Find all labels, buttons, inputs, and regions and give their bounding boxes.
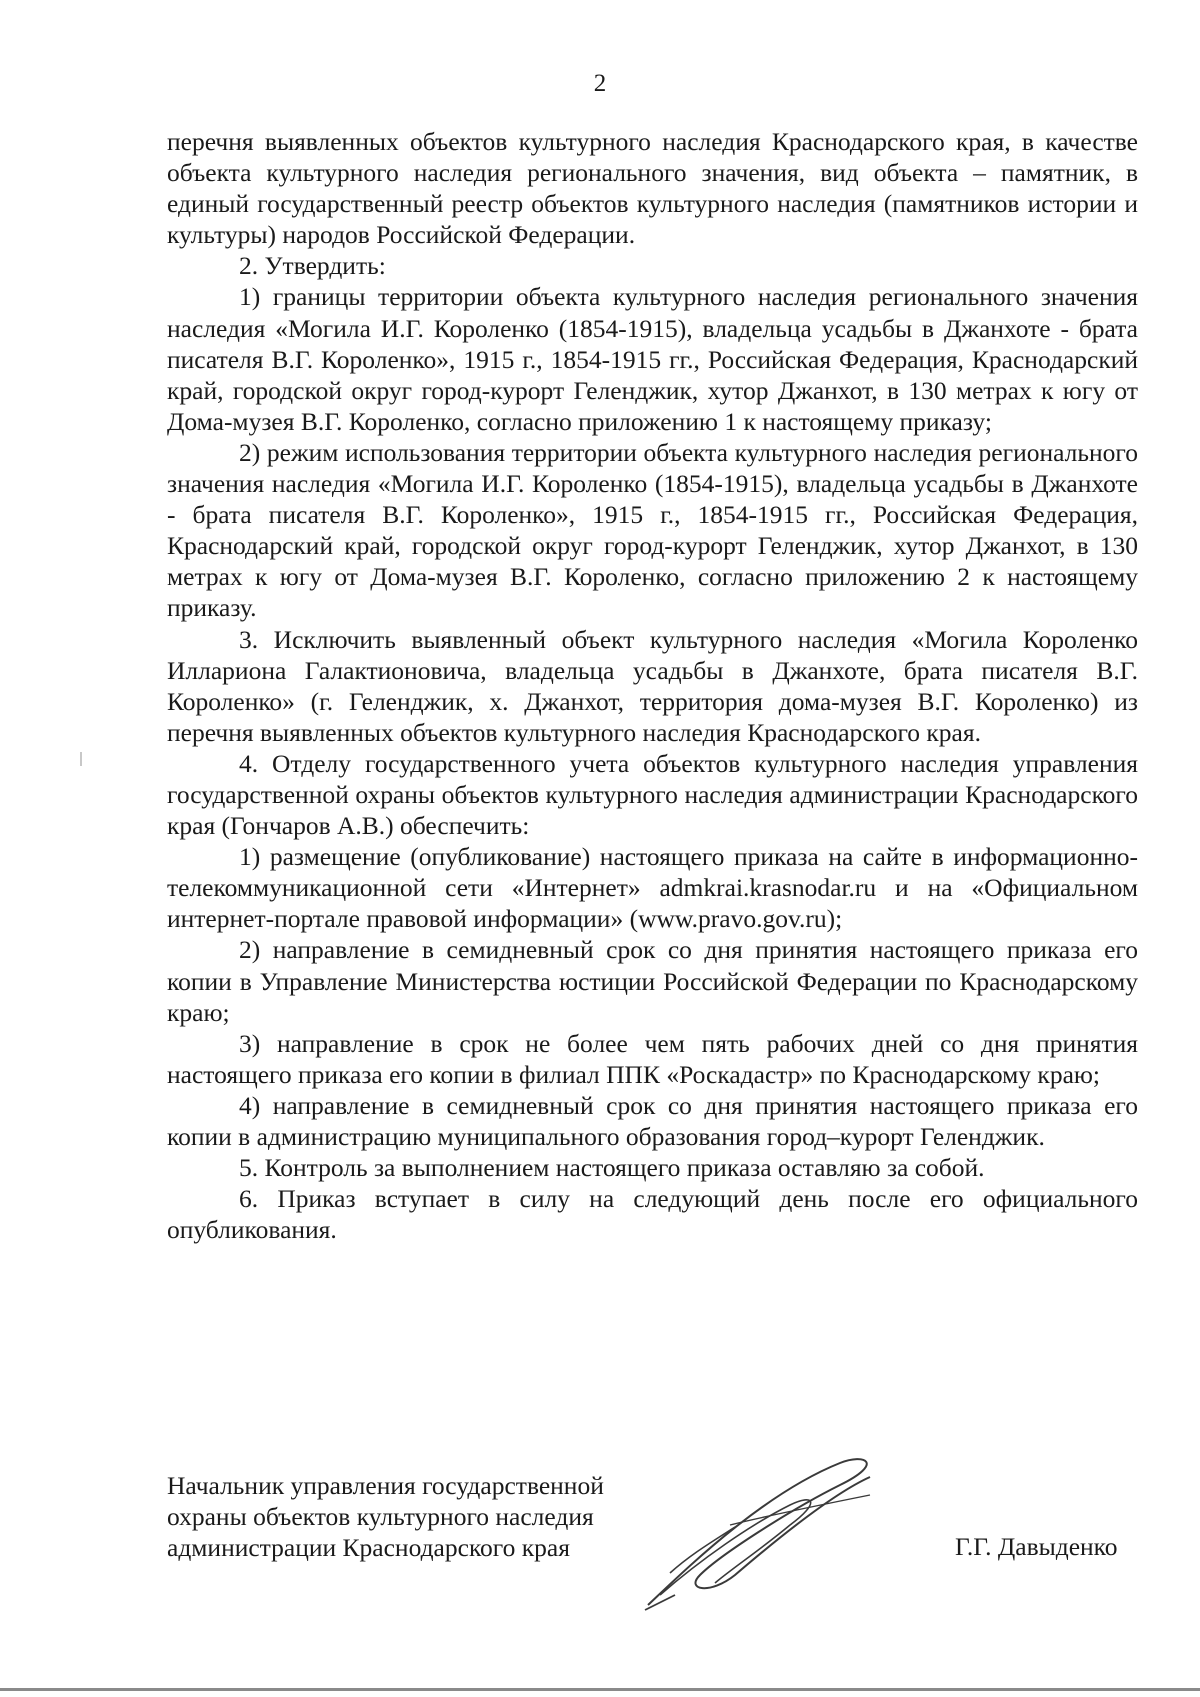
signatory-name: Г.Г. Давыденко bbox=[955, 1532, 1118, 1561]
paragraph-item-2-1: 1) границы территории объекта культурного наследия регионального значения наследия «Могила И.Г. Короленко (1854-1915), владельца усадьбы в Джанхоте - брата писателя В.Г. Короленко», 1915 г., 1854-1915 гг., Российская Федерация, Краснодарский край, городской округ город-курорт Геленджик, хутор Джанхот, в 130 метрах к югу от Дома-музея В.Г. Короленко, согласно приложению 1 к настоящему приказу; bbox=[167, 282, 1138, 436]
handwritten-signature-icon bbox=[640, 1455, 900, 1615]
paragraph-item-4-1: 1) размещение (опубликование) настоящего приказа на сайте в информационно-телекоммуникационной сети «Интернет» admkrai.krasnodar.ru и на «Официальном интернет-портале правовой информации» (www.pravo.gov.ru); bbox=[167, 842, 1138, 934]
paragraph-item-4-3: 3) направление в срок не более чем пять рабочих дней со дня принятия настоящего приказа его копии в филиал ППК «Роскадастр» по Краснодарскому краю; bbox=[167, 1028, 1138, 1089]
paragraph-item-4: 4. Отделу государственного учета объектов культурного наследия управления государственной охраны объектов культурного наследия администрации Краснодарского края (Гончаров А.В.) обеспечить: bbox=[167, 748, 1138, 841]
document-body bbox=[167, 126, 1138, 1245]
paragraph-item-4-2: 2) направление в семидневный срок со дня принятия настоящего приказа его копии в Управление Министерства юстиции Российской Федерации по Краснодарскому краю; bbox=[167, 935, 1138, 1027]
signatory-position bbox=[167, 1470, 604, 1563]
signatory-position-line: Начальник управления государственной bbox=[167, 1471, 604, 1500]
page-number: 2 bbox=[593, 70, 607, 97]
paragraph-item-2: 2. Утвердить: bbox=[239, 251, 386, 281]
bottom-edge-line bbox=[0, 1688, 1200, 1691]
paragraph-item-3: 3. Исключить выявленный объект культурного наследия «Могила Короленко Иллариона Галактионовича, владельца усадьбы в Джанхоте, брата писателя В.Г. Короленко» (г. Геленджик, х. Джанхот, территория дома-музея В.Г. Короленко) из перечня выявленных объектов культурного наследия Краснодарского края. bbox=[167, 624, 1138, 747]
paragraph-item-5: 5. Контроль за выполнением настоящего приказа оставляю за собой. bbox=[239, 1153, 985, 1183]
paragraph-continuation: перечня выявленных объектов культурного наследия Краснодарского края, в качестве объекта культурного наследия регионального значения, вид объекта – памятник, в единый государственный реестр объектов культурного наследия (памятников истории и культуры) народов Российской Федерации. bbox=[167, 127, 1138, 250]
signatory-position-line: администрации Краснодарского края bbox=[167, 1533, 570, 1562]
paragraph-item-2-2: 2) режим использования территории объекта культурного наследия регионального значения наследия «Могила И.Г. Короленко (1854-1915), владельца усадьбы в Джанхоте - брата писателя В.Г. Короленко», 1915 г., 1854-1915 гг., Российская Федерация, Краснодарский край, городской округ город-курорт Геленджик, хутор Джанхот, в 130 метрах к югу от Дома-музея В.Г. Короленко, согласно приложению 2 к настоящему приказу. bbox=[167, 437, 1138, 623]
scan-artifact-mark bbox=[80, 752, 82, 766]
paragraph-item-6: 6. Приказ вступает в силу на следующий день после его официального опубликования. bbox=[167, 1184, 1138, 1245]
paragraph-item-4-4: 4) направление в семидневный срок со дня принятия настоящего приказа его копии в администрацию муниципального образования город–курорт Геленджик. bbox=[167, 1090, 1138, 1151]
signatory-position-line: охраны объектов культурного наследия bbox=[167, 1502, 594, 1531]
